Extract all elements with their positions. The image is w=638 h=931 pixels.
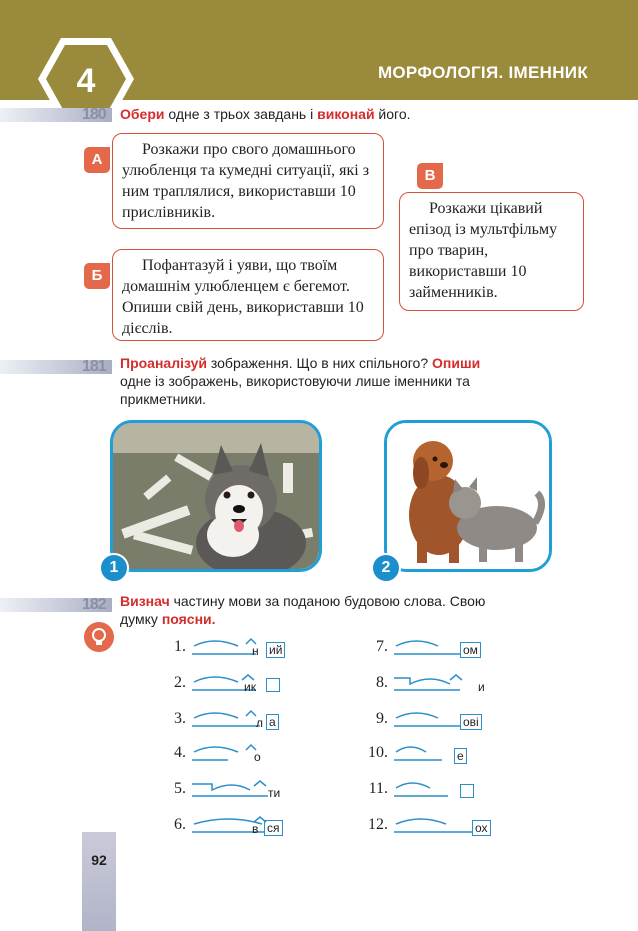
exercise-182-instruction: Визнач частину мови за поданою будовою слова. Свою думку поясни.: [120, 593, 486, 627]
chapter-number: 4: [76, 62, 96, 100]
task-card-b: [112, 249, 384, 341]
exercise-number: 182: [82, 596, 106, 613]
task-card-v: [399, 192, 584, 311]
structure-item-2: 2. ик: [160, 670, 300, 696]
task-b-text: Пофантазуй і уяви, що твоїм домашнім улюбленцем є бегемот. Опиши свій день, використавши 10 дієслів.: [122, 257, 364, 337]
lightbulb-icon: [84, 622, 114, 652]
structure-item-11: 11.: [362, 776, 512, 802]
page-number: 92: [91, 852, 107, 868]
structure-item-10: 10. е: [362, 740, 512, 766]
page-number-tab: [82, 832, 116, 931]
photo-number-2: 2: [371, 553, 401, 583]
ending-box-empty: [266, 678, 280, 692]
task-tag-a: А: [84, 147, 110, 173]
exercise-180-instruction: Обери одне з трьох завдань і виконай його.: [120, 106, 411, 122]
photo-number-1: 1: [99, 553, 129, 583]
exercise-number: 181: [82, 358, 106, 375]
structure-item-12: 12. ох: [362, 812, 512, 838]
structure-item-5: 5. ти: [174, 780, 281, 800]
exercise-number: 180: [82, 106, 106, 123]
task-tag-b: Б: [84, 263, 110, 289]
structure-item-1: 1. н ий: [160, 634, 300, 660]
photo-dog-cat: [384, 420, 552, 572]
task-card-a: [112, 133, 384, 229]
chapter-title: МОРФОЛОГІЯ. ІМЕННИК: [377, 63, 588, 82]
structure-item-8: 8. и: [376, 674, 485, 694]
structure-item-3: 3. л а: [160, 706, 300, 732]
structure-item-9: 9. ові: [362, 706, 512, 732]
dog-cat-image: [387, 423, 549, 569]
task-a-text: Розкажи про свого домашнього улюбленця та кумедні ситуації, які з ним траплялися, використавши 10 прислівників.: [122, 141, 370, 221]
structure-item-6: 6. в ся: [160, 812, 300, 838]
task-tag-v: В: [417, 163, 443, 189]
husky-image: [113, 423, 319, 569]
photo-husky: [110, 420, 322, 572]
task-v-text: Розкажи цікавий епізод із мультфільму про тварин, використавши 10 займенників.: [409, 200, 558, 301]
structure-item-7: 7. ом: [362, 634, 512, 660]
ending-box-empty: [460, 784, 474, 798]
structure-item-4: 4. о: [174, 744, 261, 764]
exercise-181-instruction: Проаналізуй зображення. Що в них спільного? Опиши одне із зображень, використовуючи лише іменники та прикметники.: [120, 355, 481, 407]
